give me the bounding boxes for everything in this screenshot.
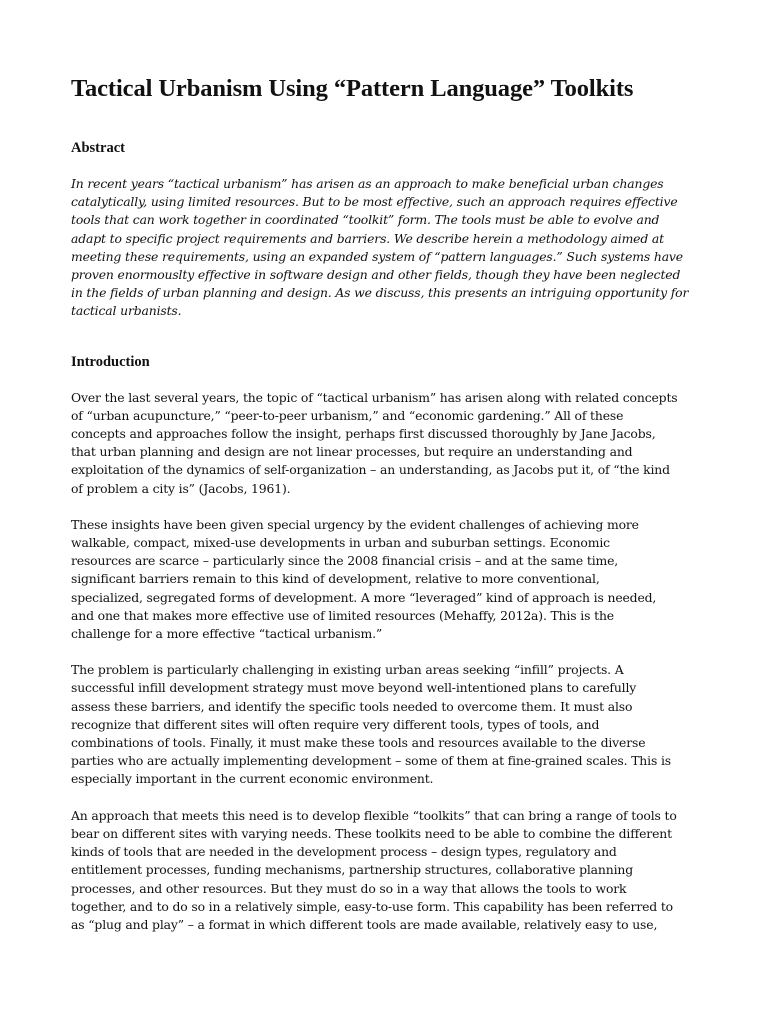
- intro-paragraph-3: [71, 661, 706, 788]
- text-line: in the fields of urban planning and design. As we discuss, this presents an intriguing opportunity for: [71, 285, 689, 301]
- text-line: bear on different sites with varying needs. These toolkits need to be able to combine the different: [71, 825, 672, 841]
- text-line: processes, and other resources. But they must do so in a way that allows the tools to work: [71, 880, 627, 896]
- text-line: These insights have been given special urgency by the evident challenges of achieving more: [71, 516, 639, 532]
- text-line: especially important in the current economic environment.: [71, 771, 434, 787]
- text-line: catalytically, using limited resources. But to be most effective, such an approach requires effective: [71, 194, 678, 210]
- text-line: parties who are actually implementing development – some of them at fine-grained scales. This is: [71, 753, 671, 769]
- text-line: Over the last several years, the topic of “tactical urbanism” has arisen along with related concepts: [71, 389, 678, 405]
- text-line: significant barriers remain to this kind of development, relative to more conventional,: [71, 571, 600, 587]
- text-line: adapt to specific project requirements and barriers. We describe herein a methodology aimed at: [71, 230, 664, 246]
- text-line: tactical urbanists.: [71, 303, 182, 319]
- abstract-paragraph: [71, 175, 706, 321]
- text-line: kinds of tools that are needed in the development process – design types, regulatory and: [71, 844, 617, 860]
- text-line: An approach that meets this need is to develop flexible “toolkits” that can bring a range of tools to: [71, 807, 677, 823]
- text-line: successful infill development strategy must move beyond well-intentioned plans to carefully: [71, 680, 637, 696]
- intro-paragraph-1: [71, 389, 706, 498]
- text-line: challenge for a more effective “tactical urbanism.”: [71, 626, 383, 642]
- text-line: resources are scarce – particularly since the 2008 financial crisis – and at the same time,: [71, 553, 619, 569]
- text-line: specialized, segregated forms of development. A more “leveraged” kind of approach is needed,: [71, 589, 657, 605]
- text-line: that urban planning and design are not linear processes, but require an understanding and: [71, 444, 633, 460]
- text-line: exploitation of the dynamics of self-organization – an understanding, as Jacobs put it, of “the kind: [71, 462, 670, 478]
- text-line: and one that makes more effective use of limited resources (Mehaffy, 2012a). This is the: [71, 607, 614, 623]
- text-line: of problem a city is” (Jacobs, 1961).: [71, 480, 291, 496]
- text-line: recognize that different sites will often require very different tools, types of tools, and: [71, 716, 600, 732]
- text-line: proven enormouslty effective in software design and other fields, though they have been neglected: [71, 267, 681, 283]
- text-line: tools that can work together in coordinated “toolkit” form. The tools must be able to evolve and: [71, 212, 660, 228]
- intro-paragraph-2: [71, 516, 706, 643]
- intro-paragraph-4: [71, 807, 706, 934]
- text-line: assess these barriers, and identify the specific tools needed to overcome them. It must also: [71, 698, 633, 714]
- text-line: The problem is particularly challenging in existing urban areas seeking “infill” projects. A: [71, 662, 624, 678]
- text-line: together, and to do so in a relatively simple, easy-to-use form. This capability has been referred to: [71, 898, 673, 914]
- introduction-heading: Introduction: [71, 353, 150, 370]
- text-line: as “plug and play” – a format in which different tools are made available, relatively easy to use,: [71, 916, 658, 932]
- text-line: concepts and approaches follow the insight, perhaps first discussed thoroughly by Jane Jacobs,: [71, 426, 656, 442]
- text-line: meeting these requirements, using an expanded system of “pattern languages.” Such systems have: [71, 248, 683, 264]
- abstract-heading: Abstract: [71, 140, 125, 156]
- text-line: In recent years “tactical urbanism” has arisen as an approach to make beneficial urban changes: [71, 176, 664, 191]
- text-line: of “urban acupuncture,” “peer-to-peer urbanism,” and “economic gardening.” All of these: [71, 407, 624, 423]
- text-line: combinations of tools. Finally, it must make these tools and resources available to the diverse: [71, 735, 646, 751]
- document-title: Tactical Urbanism Using “Pattern Language” Toolkits: [71, 75, 634, 102]
- text-line: entitlement processes, funding mechanisms, partnership structures, collaborative planning: [71, 862, 634, 878]
- text-line: walkable, compact, mixed-use developments in urban and suburban settings. Economic: [71, 535, 610, 551]
